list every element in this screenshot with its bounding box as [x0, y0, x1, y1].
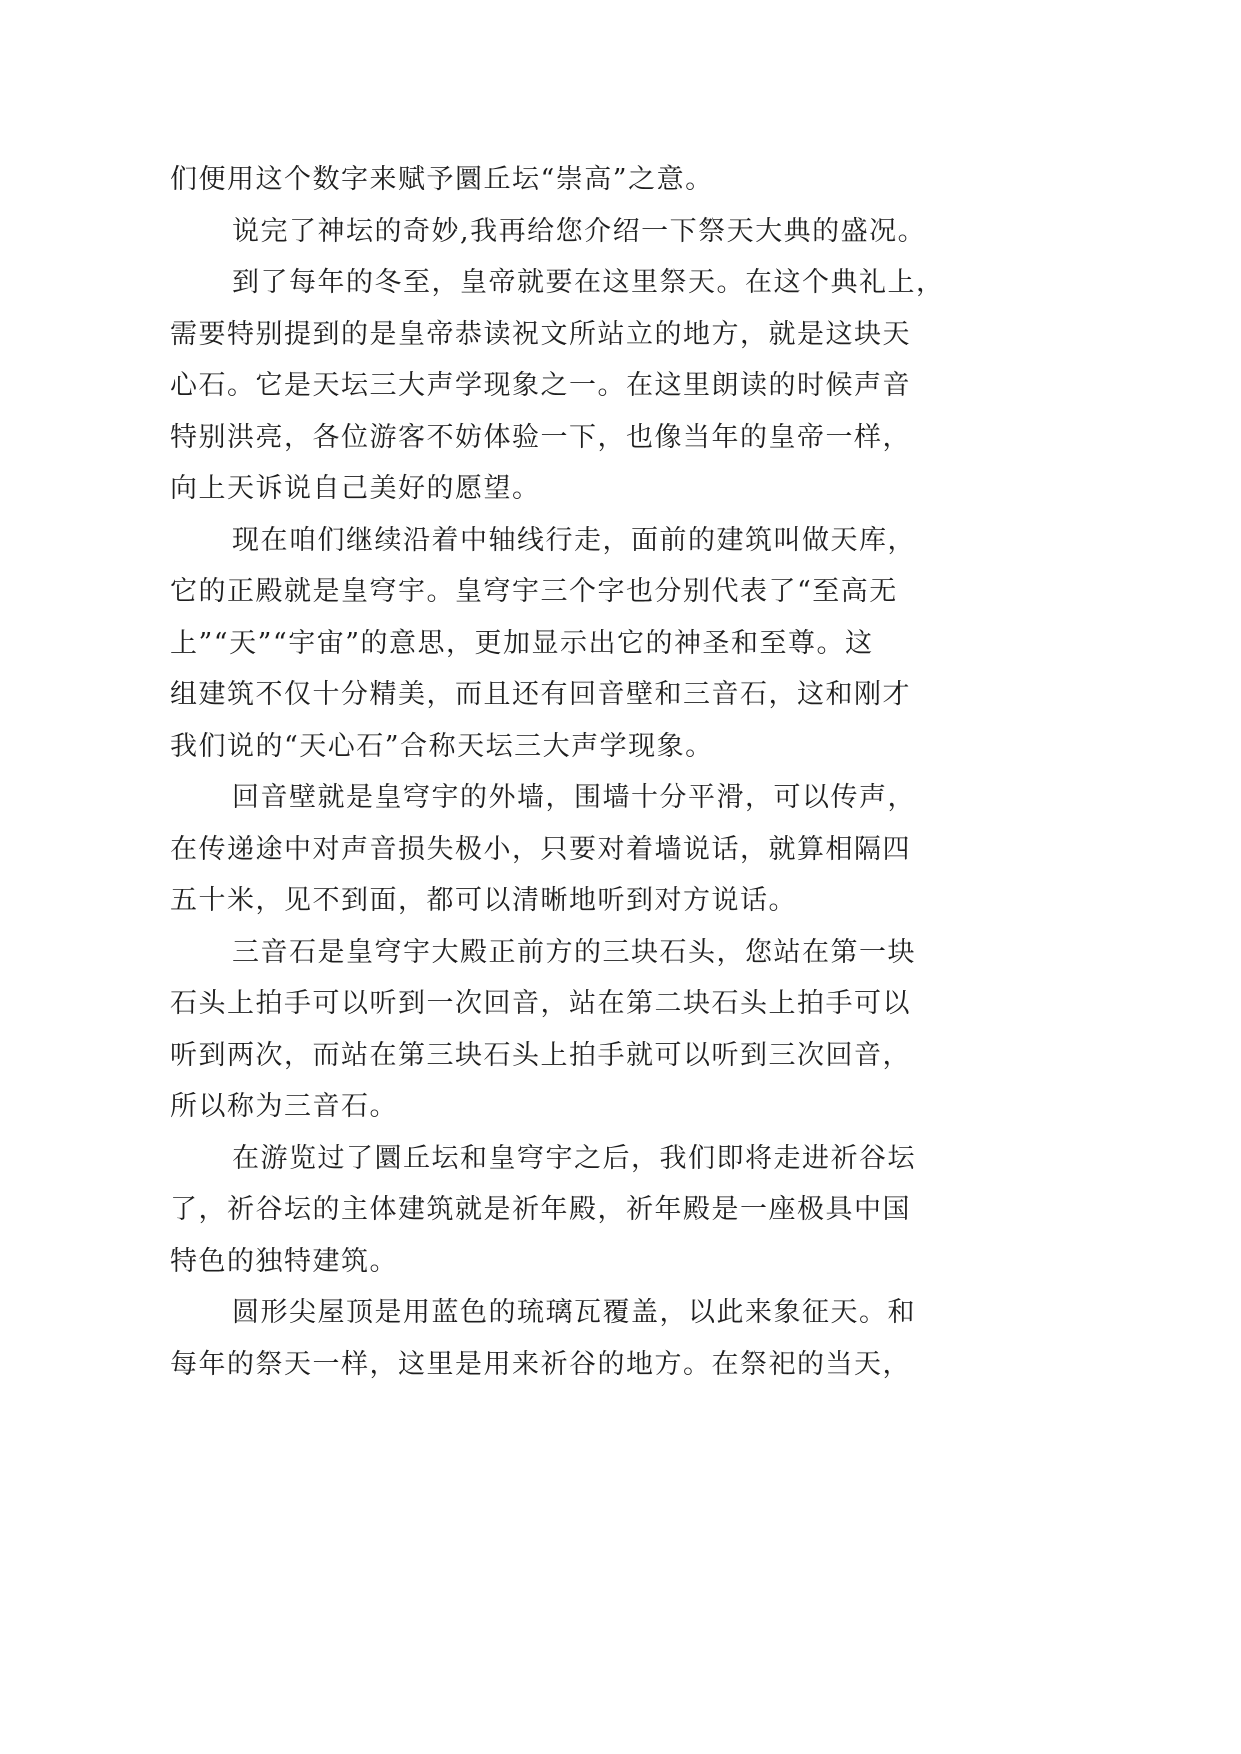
text-line: 心石。它是天坛三大声学现象之一。在这里朗读的时候声音 [170, 370, 911, 401]
paragraph [170, 1287, 1030, 1390]
text-line: 们便用这个数字来赋予圜丘坛“崇高”之意。 [170, 164, 714, 195]
text-line: 现在咱们继续沿着中轴线行走，面前的建筑叫做天库， [232, 524, 916, 556]
text-line: 三音石是皇穹宇大殿正前方的三块石头，您站在第一块 [232, 936, 916, 968]
text-line: 向上天诉说自己美好的愿望。 [170, 473, 541, 504]
text-line: 特别洪亮，各位游客不妨体验一下，也像当年的皇帝一样， [170, 421, 911, 453]
text-line: 听到两次，而站在第三块石头上拍手就可以听到三次回音， [170, 1039, 911, 1071]
text-line: 说完了神坛的奇妙,我再给您介绍一下祭天大典的盛况。 [232, 215, 927, 247]
paragraph [170, 772, 1030, 927]
paragraph [170, 257, 1030, 515]
text-line: 在传递途中对声音损失极小，只要对着墙说话，就算相隔四 [170, 833, 911, 865]
text-line: 在游览过了圜丘坛和皇穹宇之后，我们即将走进祈谷坛 [232, 1142, 916, 1174]
text-line: 它的正殿就是皇穹宇。皇穹宇三个字也分别代表了“至高无 [170, 576, 898, 607]
paragraph [170, 1133, 1030, 1288]
text-line: 组建筑不仅十分精美，而且还有回音壁和三音石，这和刚才 [170, 679, 911, 710]
text-line: 圆形尖屋顶是用蓝色的琉璃瓦覆盖，以此来象征天。和 [232, 1297, 916, 1328]
text-line: 每年的祭天一样，这里是用来祈谷的地方。在祭祀的当天， [170, 1348, 911, 1380]
text-line: 到了每年的冬至，皇帝就要在这里祭天。在这个典礼上， [232, 267, 945, 298]
text-line: 所以称为三音石。 [170, 1091, 398, 1122]
paragraph [170, 515, 1030, 773]
paragraph [170, 206, 1030, 258]
document-body [170, 154, 1030, 1390]
text-line: 我们说的“天心石”合称天坛三大声学现象。 [170, 730, 714, 762]
paragraph [170, 927, 1030, 1133]
text-line: 五十米，见不到面，都可以清晰地听到对方说话。 [170, 885, 797, 916]
text-line: 石头上拍手可以听到一次回音，站在第二块石头上拍手可以 [170, 988, 911, 1019]
text-line: 上”“天”“宇宙”的意思，更加显示出它的神圣和至尊。这 [170, 627, 874, 659]
text-line: 需要特别提到的是皇帝恭读祝文所站立的地方，就是这块天 [170, 318, 911, 350]
text-line: 了，祈谷坛的主体建筑就是祈年殿，祈年殿是一座极具中国 [170, 1194, 911, 1225]
paragraph [170, 154, 1030, 206]
text-line: 特色的独特建筑。 [170, 1245, 398, 1277]
text-line: 回音壁就是皇穹宇的外墙，围墙十分平滑，可以传声， [232, 782, 916, 813]
